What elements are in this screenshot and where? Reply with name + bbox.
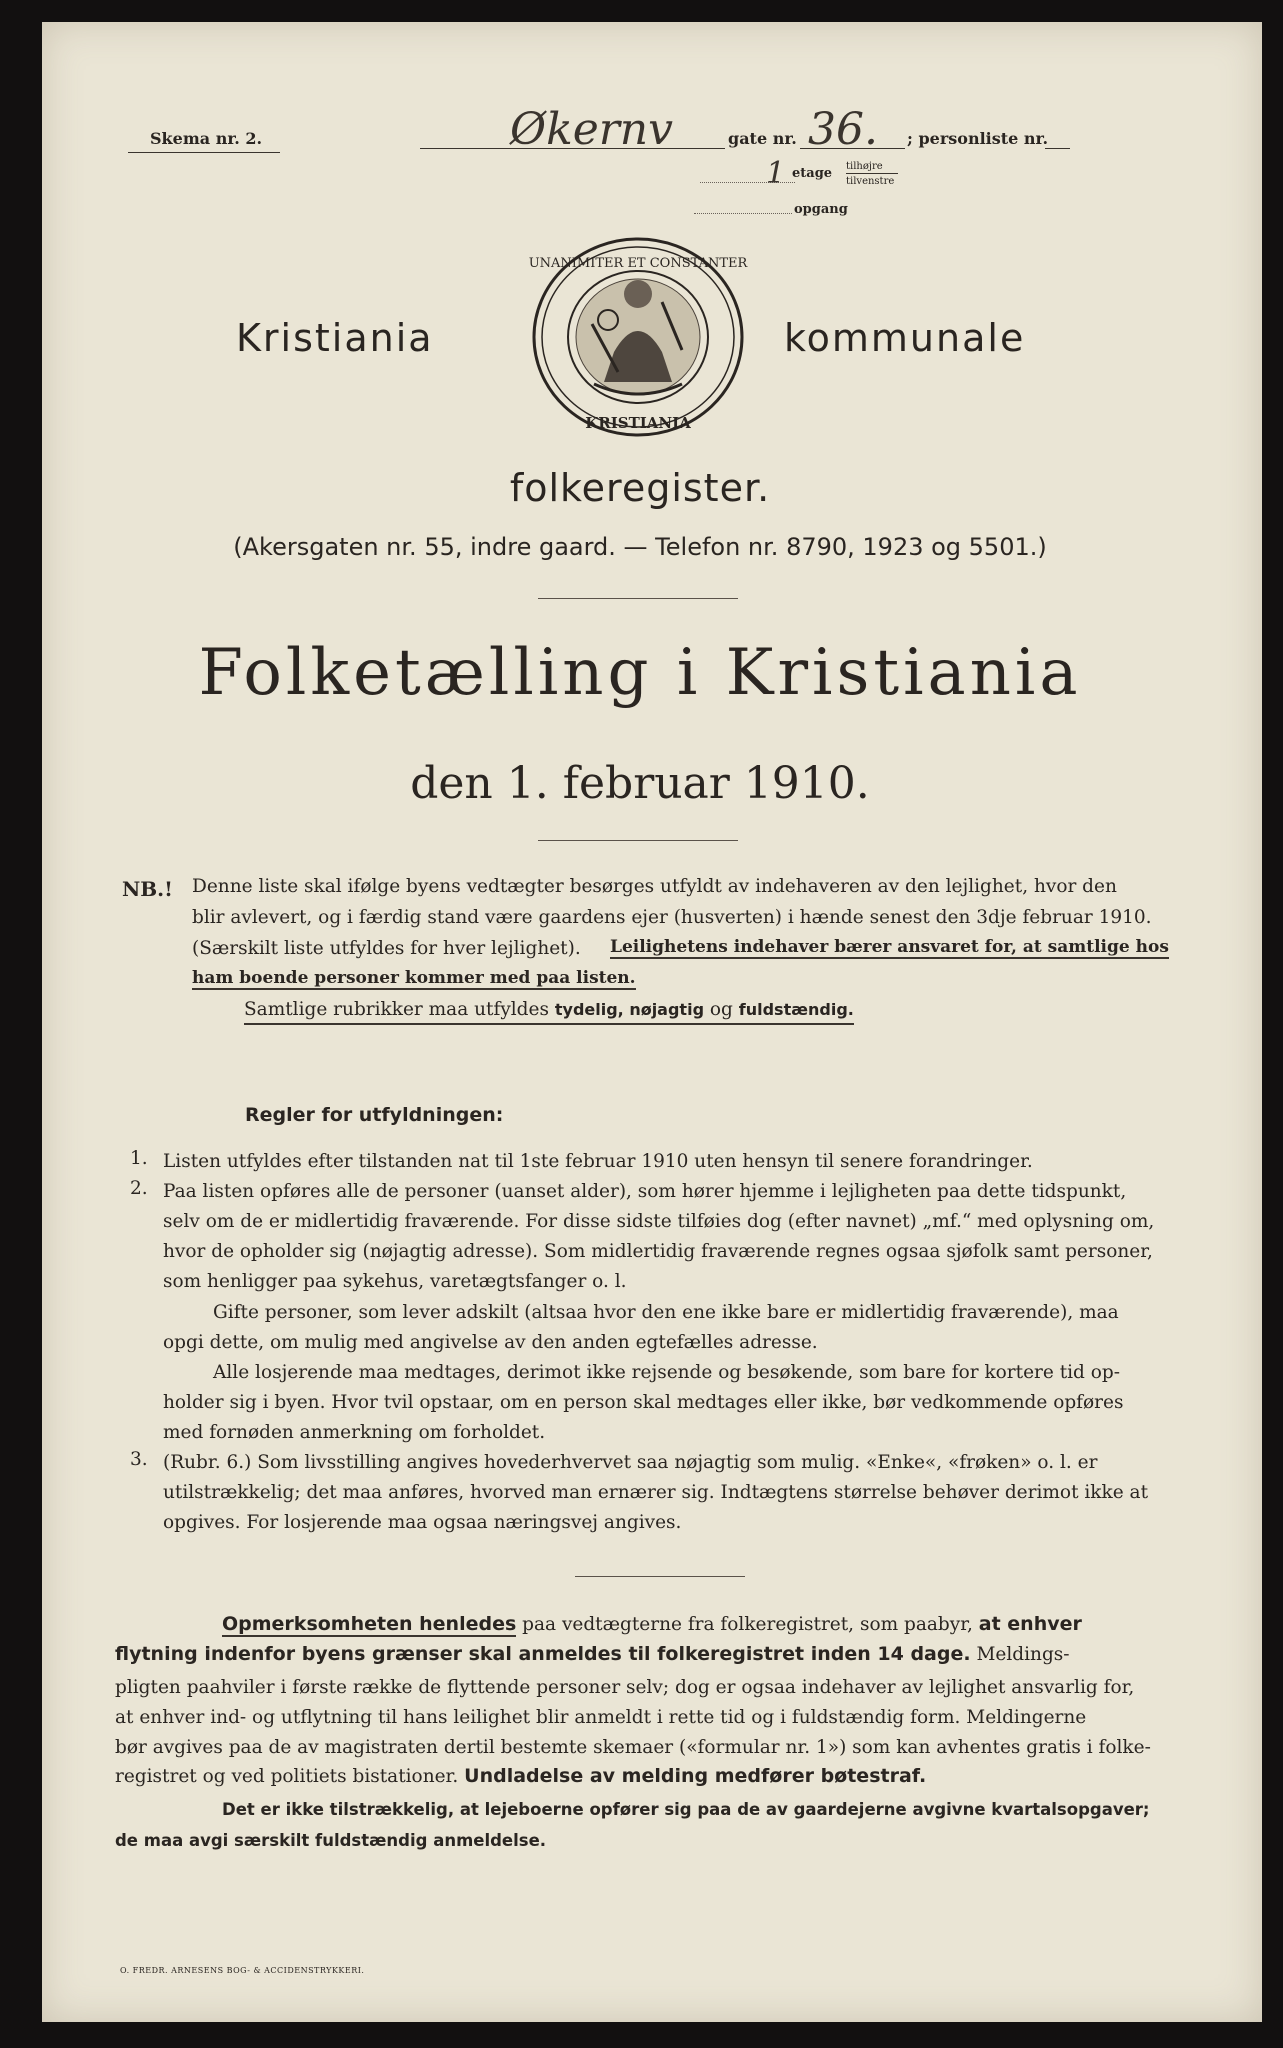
notice-line-1 <box>222 1613 1162 1635</box>
rule-3-line-2: utilstrækkelig; det maa anføres, hvorved man ernærer sig. Indtægtens størrelse behøver derimot ikke at <box>163 1482 1149 1503</box>
schema-number: Skema nr. 2. <box>150 129 263 148</box>
notice-line-5: bør avgives paa de av magistraten dertil bestemte skemaer («formular nr. 1») som kan avhentes gratis i folke- <box>115 1737 1151 1758</box>
etage-label: etage <box>792 166 833 181</box>
rule-2-line-8: holder sig i byen. Hvor tvil opstaar, om en person skal medtages eller ikke, bør vedkommende opføres <box>163 1392 1124 1413</box>
schema-underline <box>128 152 280 153</box>
divider-bottom <box>575 1576 745 1577</box>
rule-2-line-2: selv om de er midlertidig fraværende. For disse sidste tilføies dog (efter navnet) „mf.“ med oplysning om, <box>163 1211 1155 1232</box>
rule-2-line-1: Paa listen opføres alle de personer (uanset alder), som hører hjemme i lejligheten paa dette tidspunkt, <box>163 1181 1127 1202</box>
nb-line-5-a: Samtlige rubrikker maa utfyldes <box>244 999 555 1020</box>
notice-line-4: at enhver ind- og utflytning til hans leilighet blir anmeldt i rette tid og i fuldstændig form. Meldingerne <box>115 1707 1087 1728</box>
notice-line-1-text: paa vedtægterne fra folkeregistret, som paabyr, <box>522 1614 973 1635</box>
gate-label: gate nr. <box>728 129 797 148</box>
nb-line-3-b: Leilighetens indehaver bærer ansvaret for, at samtlige hos <box>610 937 1169 957</box>
street-handwritten: Økernv <box>510 104 674 155</box>
rule-1-number: 1. <box>130 1148 148 1169</box>
address-line: (Akersgaten nr. 55, indre gaard. — Telefon nr. 8790, 1923 og 5501.) <box>233 533 1047 561</box>
nb-line-2: blir avlevert, og i færdig stand være gaardens ejer (husverten) i hænde senest den 3dje februar 1910. <box>192 907 1152 928</box>
personliste-label: ; personliste nr. <box>907 129 1049 148</box>
rule-3-line-3: opgives. For losjerende maa ogsaa næringsvej angives. <box>163 1512 682 1533</box>
notice-line-2-bold: flytning indenfor byens grænser skal anmeldes til folkeregistret inden 14 dage. <box>115 1643 971 1665</box>
nb-line-5 <box>244 999 854 1025</box>
rule-1-line-1: Listen utfyldes efter tilstanden nat til 1ste februar 1910 uten hensyn til senere forandringer. <box>163 1151 1033 1172</box>
rule-2-line-4: som henligger paa sykehus, varetægtsfanger o. l. <box>163 1271 627 1292</box>
gate-number-handwritten: 36. <box>808 104 878 155</box>
rule-2-line-7: Alle losjerende maa medtages, derimot ikke rejsende og besøkende, som bare for kortere tid op- <box>213 1362 1120 1383</box>
tilhojre-label: tilhøjre <box>846 161 883 172</box>
nb-line-5-c: og <box>704 999 739 1020</box>
rule-2-line-3: hvor de opholder sig (nøjagtig adresse). Som midlertidig fraværende regnes ogsaa sjøfolk samt personer, <box>163 1241 1153 1262</box>
tilvenstre-label: tilvenstre <box>846 176 895 187</box>
notice-line-2-text: Meldings- <box>976 1644 1070 1665</box>
rule-3-number: 3. <box>130 1449 148 1470</box>
personliste-field-line <box>1045 148 1070 149</box>
fraction-bar <box>846 173 898 174</box>
nb-line-5-b: tydelig, nøjagtig <box>554 1000 705 1019</box>
notice-line-2 <box>115 1643 1160 1665</box>
header-folkeregister: folkeregister. <box>509 466 771 510</box>
nb-line-1: Denne liste skal ifølge byens vedtægter besørges utfyldt av indehaveren av den lejlighet, hvor den <box>192 876 1117 897</box>
opgang-label: opgang <box>794 202 848 217</box>
rule-2-number: 2. <box>130 1178 148 1199</box>
rules-heading: Regler for utfyldningen: <box>245 1104 504 1126</box>
header-kommunale: kommunale <box>784 316 1026 360</box>
nb-line-4: ham boende personer kommer med paa listen. <box>192 968 636 988</box>
rule-3-line-1: (Rubr. 6.) Som livsstilling angives hovederhvervet saa nøjagtig som mulig. «Enke«, «frøken» o. l. er <box>163 1452 1098 1473</box>
rule-2-line-9: med fornøden anmerkning om forholdet. <box>163 1422 546 1443</box>
notice-line-1-bold: at enhver <box>978 1613 1082 1635</box>
rule-2-line-5: Gifte personer, som lever adskilt (altsaa hvor den ene ikke bare er midlertidig fraværende), maa <box>213 1302 1119 1323</box>
header-kristiania: Kristiania <box>236 316 434 360</box>
opgang-field-line <box>694 213 792 214</box>
notice-line-6-bold: Undladelse av melding medfører bøtestraf. <box>464 1765 927 1787</box>
notice-line-3: pligten paahviler i første række de flyttende personer selv; dog er ogsaa indehaver av lejlighet ansvarlig for, <box>115 1677 1135 1698</box>
nb-line-3-a: (Særskilt liste utfyldes for hver lejlighet). <box>192 938 581 959</box>
notice-heading: Opmerksomheten henledes <box>222 1613 517 1635</box>
nb-label: NB.! <box>122 877 173 901</box>
seal-motto: UNANIMITER ET CONSTANTER <box>528 256 748 271</box>
notice-line-7: Det er ikke tilstrækkelig, at lejeboerne opfører sig paa de av gaardejerne avgivne kvartalsopgaver; <box>222 1800 1150 1819</box>
nb-line-5-d: fuldstændig. <box>738 1000 854 1019</box>
divider-top <box>538 598 738 599</box>
notice-line-6-text: registret og ved politiets bistationer. <box>115 1766 459 1787</box>
main-title: Folketælling i Kristiania <box>198 636 1082 710</box>
notice-line-6 <box>115 1765 1160 1787</box>
etage-handwritten: 1 <box>766 156 786 191</box>
notice-line-8: de maa avgi særskilt fuldstændig anmeldelse. <box>115 1831 547 1850</box>
printer-imprint: O. FREDR. ARNESENS BOG- & ACCIDENSTRYKKERI. <box>120 1966 365 1975</box>
main-date: den 1. februar 1910. <box>410 758 870 809</box>
seal-city: KRISTIANIA <box>585 414 691 432</box>
rule-2-line-6: opgi dette, om mulig med angivelse av den anden egtefælles adresse. <box>163 1332 818 1353</box>
divider-date <box>538 840 738 841</box>
kristiania-seal <box>522 232 754 442</box>
